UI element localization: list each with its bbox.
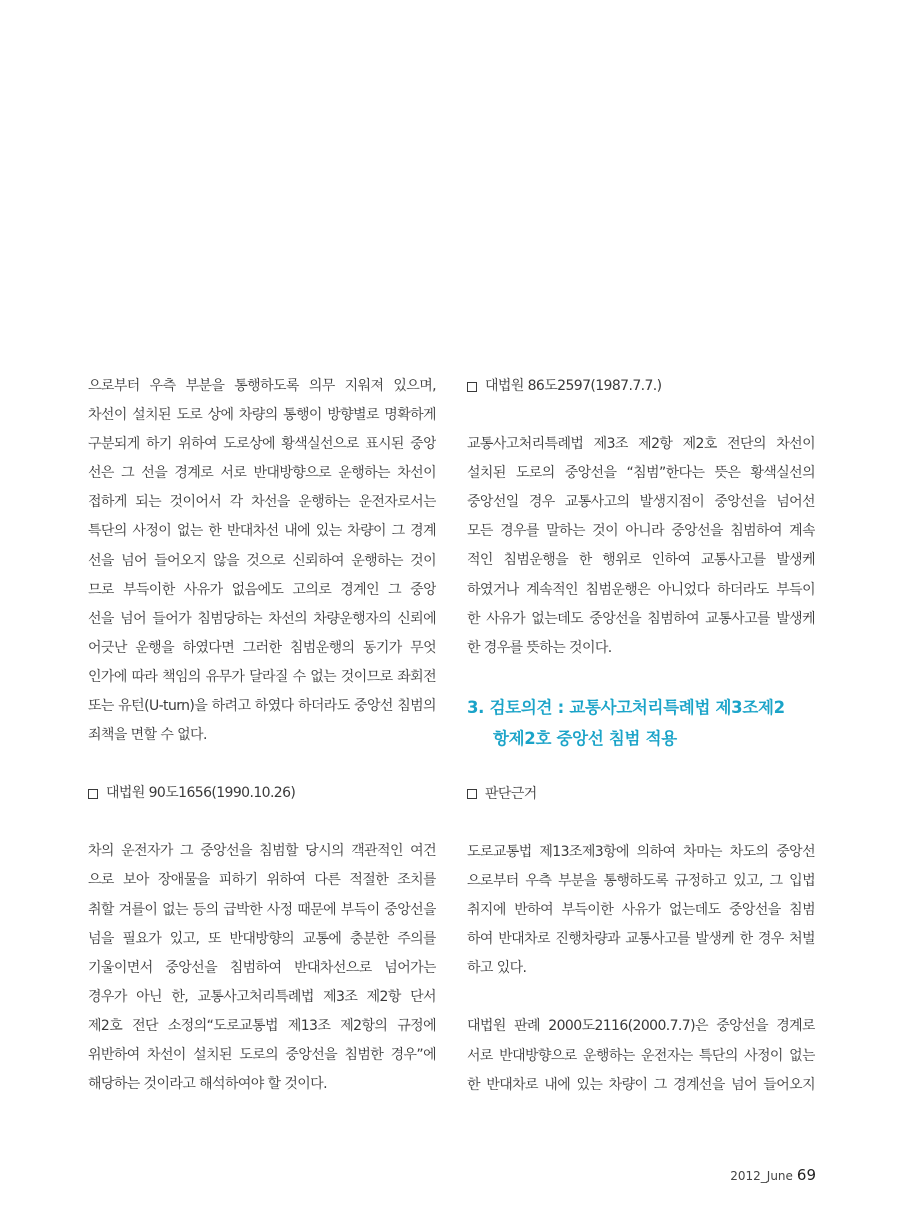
text-line: 하였거나 계속적인 침범운행은 아니었다 하더라도 부득이 <box>467 581 815 598</box>
text-line: 취할 겨를이 없는 등의 급박한 사정 때문에 부득이 중앙선을 <box>88 901 436 918</box>
text-line: 인가에 따라 책임의 유무가 달라질 수 없는 것이므로 좌회전 <box>88 668 436 685</box>
basis-heading-label: 판단근거 <box>485 785 537 802</box>
text-line: 차선이 설치된 도로 상에 차량의 통행이 방향별로 명확하게 <box>88 407 436 424</box>
text-line: 대법원 판례 2000도2116(2000.7.7)은 중앙선을 경계로 <box>467 1018 815 1035</box>
text-line: 중앙선일 경우 교통사고의 발생지점이 중앙선을 넘어선 <box>467 494 815 511</box>
text-line: 차의 운전자가 그 중앙선을 침범할 당시의 객관적인 여건 <box>88 843 436 860</box>
left-paragraph-1 <box>88 372 436 750</box>
section-title-line-1: 3. 검토의견 : 교통사고처리특례법 제3조제2 <box>467 697 785 717</box>
text-line: 취지에 반하여 부득이한 사유가 없는데도 중앙선을 침범 <box>467 902 815 919</box>
text-line: 선을 넘어 들어가 침범당하는 차선의 차량운행자의 신뢰에 <box>88 610 436 627</box>
right-paragraph-3 <box>467 1012 815 1099</box>
checkbox-square-icon <box>467 789 477 799</box>
right-paragraph-1 <box>467 430 815 663</box>
left-column <box>88 372 436 1099</box>
text-line: 특단의 사정이 없는 한 반대차선 내에 있는 차량이 그 경계 <box>88 523 436 540</box>
text-line: 하고 있다. <box>467 960 527 977</box>
text-line: 또는 유턴(U-turn)을 하려고 하였다 하더라도 중앙선 침범의 <box>88 698 436 715</box>
text-line: 선은 그 선을 경계로 서로 반대방향으로 운행하는 차선이 <box>88 465 436 482</box>
checkbox-square-icon <box>467 382 477 392</box>
case-heading-label: 대법원 86도2597(1987.7.7.) <box>485 378 662 394</box>
text-line: 도로교통법 제13조제3항에 의하여 차마는 차도의 중앙선 <box>467 843 815 860</box>
basis-heading <box>467 780 815 809</box>
text-line: 기울이면서 중앙선을 침범하여 반대차선으로 넘어가는 <box>88 959 436 976</box>
checkbox-square-icon <box>88 789 98 799</box>
text-line: 제2호 전단 소정의“도로교통법 제13조 제2항의 규정에 <box>88 1017 436 1034</box>
text-line: 넘을 필요가 있고, 또 반대방향의 교통에 충분한 주의를 <box>88 930 436 947</box>
right-column <box>467 372 815 1100</box>
text-line: 하여 반대차로 진행차량과 교통사고를 발생케 한 경우 처벌 <box>467 931 815 948</box>
case-heading <box>467 372 815 401</box>
text-line: 한 반대차로 내에 있는 차량이 그 경계선을 넘어 들어오지 <box>467 1076 815 1093</box>
text-line: 경우가 아닌 한, 교통사고처리특례법 제3조 제2항 단서 <box>88 988 436 1005</box>
text-line: 한 경우를 뜻하는 것이다. <box>467 639 612 656</box>
text-line: 므로 부득이한 사유가 없음에도 고의로 경계인 그 중앙 <box>88 581 436 598</box>
text-line: 적인 침범운행을 한 행위로 인하여 교통사고를 발생케 <box>467 552 815 569</box>
text-line: 교통사고처리특례법 제3조 제2항 제2호 전단의 차선이 <box>467 436 815 453</box>
case-heading-label: 대법원 90도1656(1990.10.26) <box>106 785 296 802</box>
case-heading <box>88 779 436 808</box>
section-title <box>467 692 815 754</box>
text-line: 으로부터 우측 부분을 통행하도록 의무 지워져 있으며, <box>88 378 436 394</box>
text-line: 선을 넘어 들어오지 않을 것으로 신뢰하여 운행하는 것이 <box>88 552 436 569</box>
text-line: 서로 반대방향으로 운행하는 운전자는 특단의 사정이 없는 <box>467 1047 815 1064</box>
text-line: 설치된 도로의 중앙선을 “침범”한다는 뜻은 황색실선의 <box>467 465 815 482</box>
text-line: 죄책을 면할 수 없다. <box>88 727 207 744</box>
text-line: 해당하는 것이라고 해석하여야 할 것이다. <box>88 1076 327 1093</box>
issue-label: 2012_June <box>730 1169 793 1183</box>
text-line: 으로부터 우측 부분을 통행하도록 규정하고 있고, 그 입법 <box>467 873 815 890</box>
text-line: 으로 보아 장애물을 피하기 위하여 다른 적절한 조치를 <box>88 872 436 889</box>
text-line: 위반하여 차선이 설치된 도로의 중앙선을 침범한 경우”에 <box>88 1046 436 1063</box>
text-line: 어긋난 운행을 하였다면 그러한 침범운행의 동기가 무엇 <box>88 639 436 656</box>
text-line: 접하게 되는 것이어서 각 차선을 운행하는 운전자로서는 <box>88 494 436 511</box>
right-paragraph-2 <box>467 838 815 983</box>
page-footer <box>700 1166 816 1184</box>
page-number: 69 <box>796 1166 816 1184</box>
text-line: 한 사유가 없는데도 중앙선을 침범하여 교통사고를 발생케 <box>467 610 815 627</box>
section-title-line-2: 항제2호 중앙선 침범 적용 <box>493 728 677 748</box>
text-line: 모든 경우를 말하는 것이 아니라 중앙선을 침범하여 계속 <box>467 523 815 540</box>
left-paragraph-2 <box>88 837 436 1099</box>
text-line: 구분되게 하기 위하여 도로상에 황색실선으로 표시된 중앙 <box>88 436 436 453</box>
